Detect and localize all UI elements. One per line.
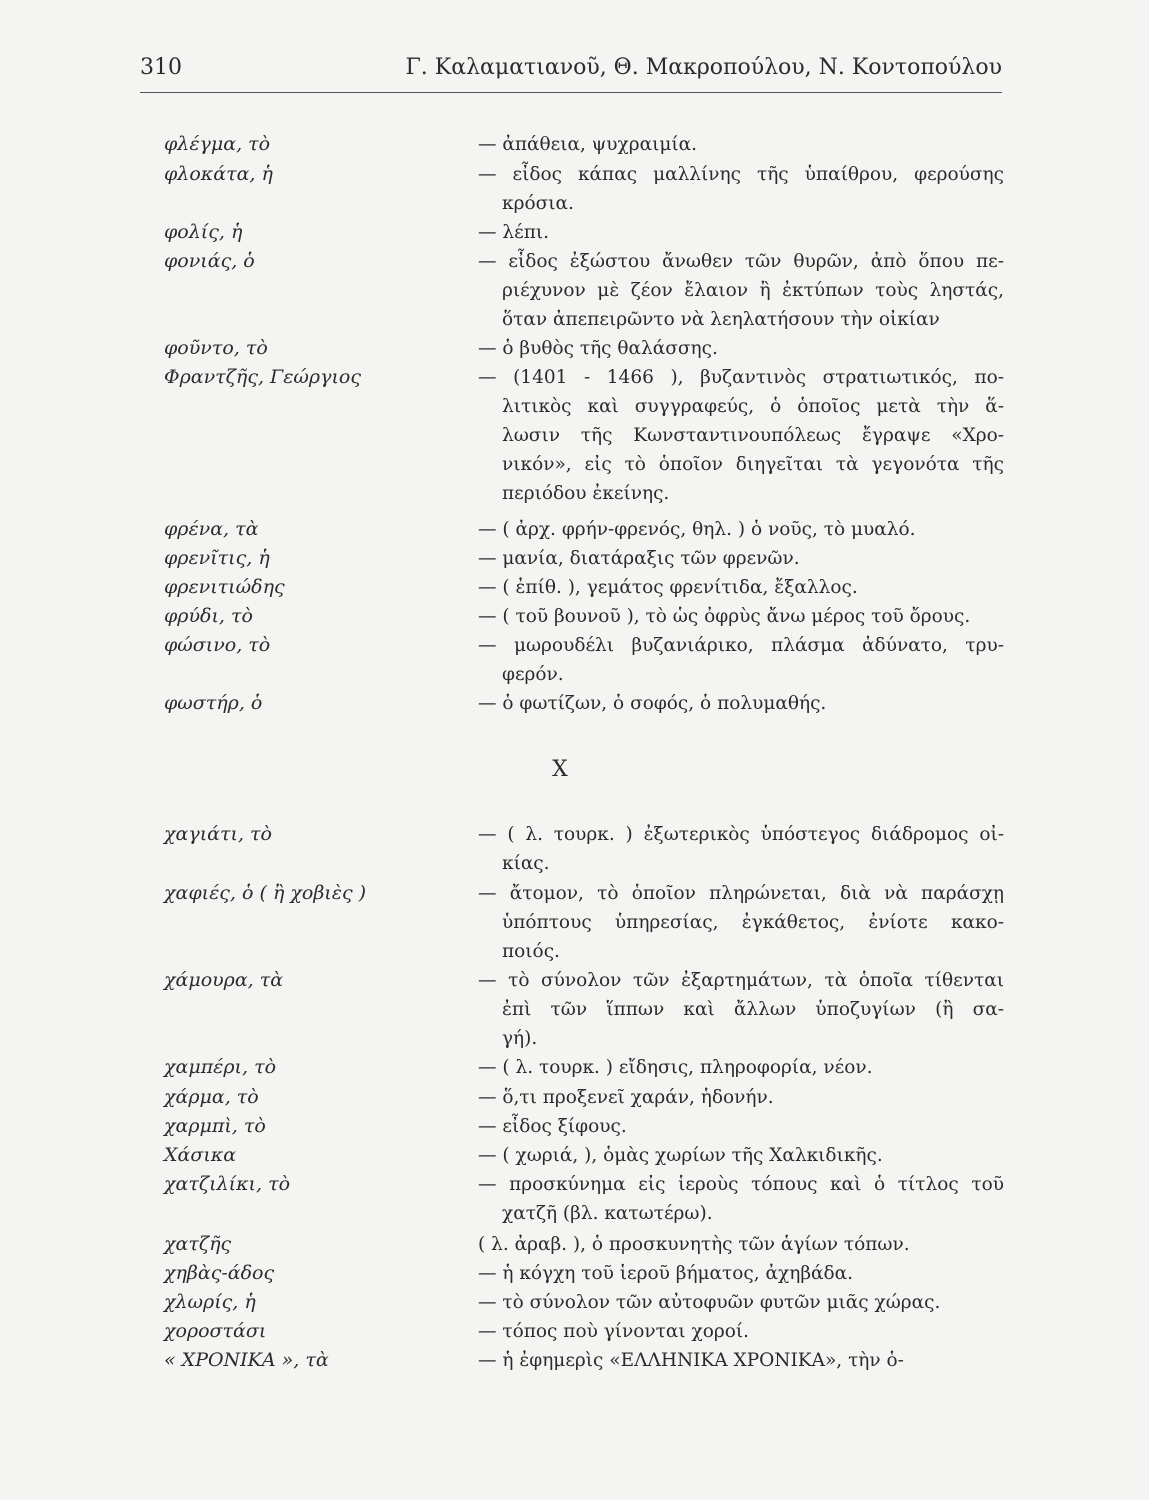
entry-definition [478,573,1004,602]
definition-line: νικόν», εἰς τὸ ὁποῖον διηγεῖται τὰ γεγονότα τῆς [502,454,1004,475]
entry-definition [478,602,1004,631]
entry-term: χαμπέρι, τὸ [164,1056,277,1078]
entry-definition [478,879,1004,966]
definition-line: — εἶδος κάπας μαλλίνης τῆς ὑπαίθρου, φερούσης [478,164,1004,185]
definition-line: — εἶδος ξίφους. [478,1116,627,1137]
entry-definition [478,1170,1004,1228]
entry-definition [478,544,1004,573]
entry-term: φρένα, τὰ [164,518,259,540]
definition-line: ὑπόπτους ὑπηρεσίας, ἐγκάθετος, ἐνίοτε κακο- [502,912,1004,933]
definition-line: — τὸ σύνολον τῶν ἐξαρτημάτων, τὰ ὁποῖα τίθενται [478,970,1004,991]
entry-definition [478,1288,1004,1317]
entry-term: χλωρίς, ἡ [164,1291,256,1313]
definition-line: — ὅ,τι προξενεῖ χαράν, ἡδονήν. [478,1087,774,1108]
entry-definition [478,820,1004,878]
entry-definition [478,218,1004,247]
entry-definition [478,334,1004,363]
entry-term: χατζῆς [164,1233,232,1255]
entry-term: « ΧΡΟΝΙΚΑ », τὰ [164,1349,329,1371]
header-rule [140,92,1002,93]
entry-term: χάρμα, τὸ [164,1086,259,1108]
definition-line: ριέχυνον μὲ ζέον ἔλαιον ἢ ἐκτύπων τοὺς ληστάς, [502,280,1004,301]
entry-definition [478,1230,1004,1259]
entry-term: φρενῖτις, ἡ [164,547,270,569]
definition-line: κίας. [502,853,550,874]
entry-definition [478,1083,1004,1112]
entry-term: φολίς, ἡ [164,221,243,243]
definition-line: — ἡ ἐφημερὶς «ΕΛΛΗΝΙΚΑ ΧΡΟΝΙΚΑ», τὴν ὁ- [478,1350,904,1371]
entry-definition [478,247,1004,334]
entry-definition [478,130,1004,159]
definition-line: — ( λ. τουρκ. ) εἴδησις, πληροφορία, νέον. [478,1057,873,1078]
entry-term: φρύδι, τὸ [164,605,253,627]
entry-definition [478,1259,1004,1288]
entry-term: φρενιτιώδης [164,576,285,598]
definition-line: — ἄτομον, τὸ ὁποῖον πληρώνεται, διὰ νὰ παράσχῃ [478,883,1004,904]
entry-term: φώσινο, τὸ [164,634,271,656]
definition-line: κρόσια. [502,193,574,214]
definition-line: φερόν. [502,664,564,685]
entry-term: χάμουρα, τὰ [164,969,284,991]
definition-line: — λέπι. [478,222,549,243]
entry-definition [478,363,1004,508]
entry-term: Φραντζῆς, Γεώργιος [164,366,361,388]
definition-line: ποιός. [502,941,560,962]
definition-line: — ὁ φωτίζων, ὁ σοφός, ὁ πολυμαθής. [478,693,827,714]
definition-line: περιόδου ἐκείνης. [502,483,670,504]
definition-line: — μωρουδέλι βυζανιάρικο, πλάσμα ἀδύνατο, τρυ- [478,635,1004,656]
entry-term: χατζιλίκι, τὸ [164,1173,291,1195]
definition-line: — ( ἐπίθ. ), γεμάτος φρενίτιδα, ἔξαλλος. [478,577,858,598]
definition-line: — ( λ. τουρκ. ) ἐξωτερικὸς ὑπόστεγος διάδρομος οἰ- [478,824,1004,845]
definition-line: ( λ. ἀραβ. ), ὁ προσκυνητὴς τῶν ἁγίων τόπων. [478,1234,910,1255]
definition-line: — μανία, διατάραξις τῶν φρενῶν. [478,548,800,569]
definition-line: — (1401 - 1466 ), βυζαντινὸς στρατιωτικός, πο- [478,367,1004,388]
definition-line: — τὸ σύνολον τῶν αὐτοφυῶν φυτῶν μιᾶς χώρας. [478,1292,941,1313]
entry-definition [478,160,1004,218]
entry-definition [478,689,1004,718]
definition-line: — ἡ κόγχη τοῦ ἱεροῦ βήματος, ἀχηβάδα. [478,1263,854,1284]
definition-line: λωσιν τῆς Κωνσταντινουπόλεως ἔγραψε «Χρο- [502,425,1004,446]
definition-line: ὅταν ἀπεπειρῶντο νὰ λεηλατήσουν τὴν οἰκίαν [502,309,940,330]
definition-line: — ἀπάθεια, ψυχραιμία. [478,134,697,155]
running-head: Γ. Καλαματιανοῦ, Θ. Μακροπούλου, Ν. Κοντοπούλου [405,55,1002,80]
entry-term: χαφιές, ὁ ( ἢ χοβιὲς ) [164,882,367,904]
entry-definition [478,1141,1004,1170]
entry-term: φλέγμα, τὸ [164,133,271,155]
definition-line: — ( τοῦ βουνοῦ ), τὸ ὡς ὀφρὺς ἄνω μέρος τοῦ ὄρους. [478,606,971,627]
definition-line: — τόπος ποὺ γίνονται χοροί. [478,1321,750,1342]
entry-term: χοροστάσι [164,1320,267,1342]
entry-definition [478,1317,1004,1346]
entry-term: χαρμπὶ, τὸ [164,1115,266,1137]
entry-term: Χάσικα [164,1144,237,1166]
section-letter: Χ [552,757,568,782]
entry-term: φλοκάτα, ἡ [164,163,273,185]
definition-line: χατζῆ (βλ. κατωτέρω). [502,1203,713,1224]
entry-term: χηβὰς-άδος [164,1262,275,1284]
definition-line: γή). [502,1028,538,1049]
definition-line: — προσκύνημα εἰς ἱεροὺς τόπους καὶ ὁ τίτλος τοῦ [478,1174,1004,1195]
entry-definition [478,631,1004,689]
entry-definition [478,515,1004,544]
entry-term: φοῦντο, τὸ [164,337,268,359]
definition-line: — ὁ βυθὸς τῆς θαλάσσης. [478,338,718,359]
entry-definition [478,1053,1004,1082]
entry-term: φωστήρ, ὁ [164,692,263,714]
entry-definition [478,966,1004,1053]
entry-definition [478,1112,1004,1141]
definition-line: — εἶδος ἐξώστου ἄνωθεν τῶν θυρῶν, ἀπὸ ὅπου πε- [478,251,1004,272]
entry-definition [478,1346,1004,1375]
definition-line: ἐπὶ τῶν ἵππων καὶ ἄλλων ὑποζυγίων (ἢ σα- [502,999,1004,1020]
definition-line: λιτικὸς καὶ συγγραφεύς, ὁ ὁποῖος μετὰ τὴν ἅ- [502,396,1004,417]
entry-term: χαγιάτι, τὸ [164,823,272,845]
page-number: 310 [140,55,182,80]
definition-line: — ( ἀρχ. φρήν-φρενός, θηλ. ) ὁ νοῦς, τὸ μυαλό. [478,519,916,540]
definition-line: — ( χωριά, ), ὁμὰς χωρίων τῆς Χαλκιδικῆς. [478,1145,883,1166]
page-header [140,55,1002,91]
entry-term: φονιάς, ὁ [164,250,255,272]
